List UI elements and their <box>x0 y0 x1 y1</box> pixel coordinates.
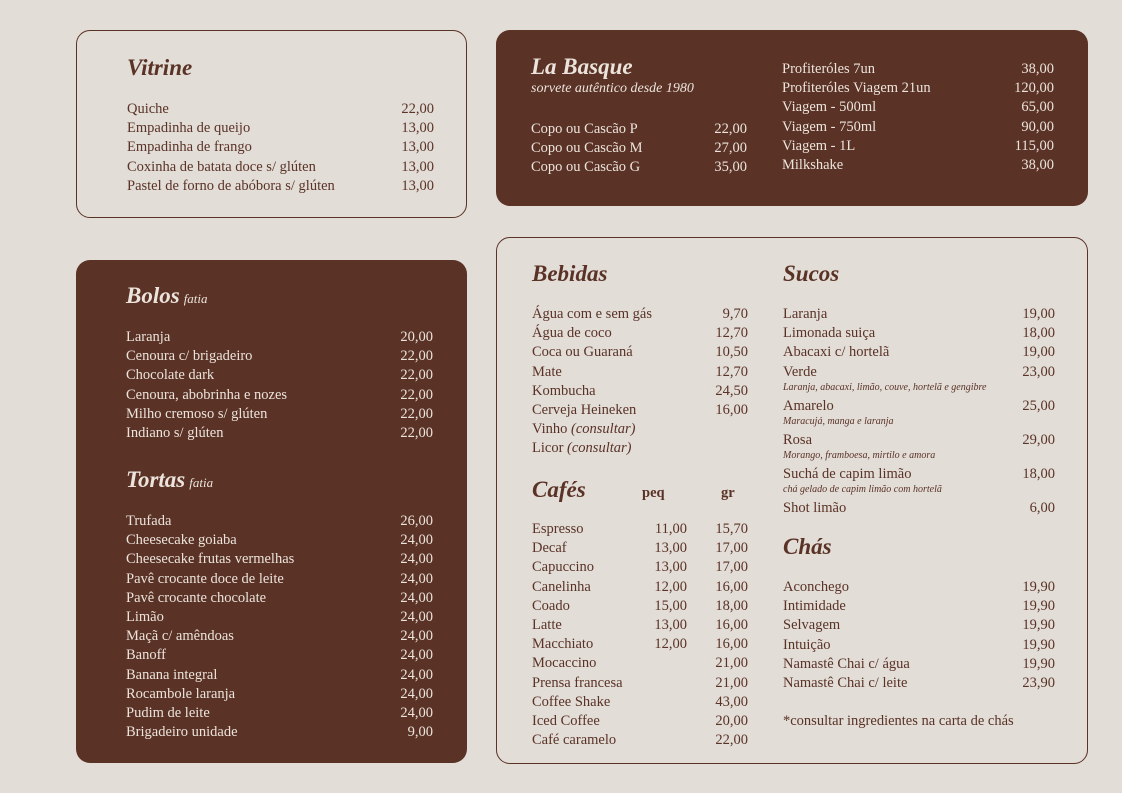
menu-item-name-text: Brigadeiro unidade <box>126 724 238 741</box>
menu-item-name-text: Pavê crocante doce de leite <box>126 570 284 587</box>
la-basque-left-list <box>531 120 747 178</box>
menu-item-price: 22,00 <box>400 348 433 365</box>
cafe-item-price-peq <box>632 693 687 712</box>
cafe-item-price-peq <box>632 712 687 731</box>
menu-item-price: 120,00 <box>1014 80 1054 97</box>
menu-item <box>126 666 433 685</box>
menu-item-name-text: Copo ou Cascão P <box>531 121 638 137</box>
cafe-item-name: Coado <box>532 597 570 614</box>
menu-item-name <box>126 386 287 405</box>
menu-item-name <box>783 397 834 416</box>
menu-item-name <box>532 401 636 420</box>
tortas-subtitle: fatia <box>189 475 214 490</box>
menu-item <box>126 405 433 424</box>
menu-item-price: 38,00 <box>1021 157 1054 174</box>
chas-title: Chás <box>783 534 832 559</box>
menu-item-name <box>783 674 907 693</box>
menu-item-name-text: Mate <box>532 363 562 380</box>
menu-item-price: 38,00 <box>1021 61 1054 77</box>
menu-item-price: 19,90 <box>1022 598 1055 615</box>
menu-item <box>532 382 748 401</box>
cafe-item <box>532 558 748 577</box>
cafe-item-price-gr: 16,00 <box>715 578 748 595</box>
menu-item-name <box>783 431 812 450</box>
menu-item-price: 22,00 <box>400 425 433 442</box>
menu-item-name <box>126 570 284 589</box>
la-basque-right-list <box>782 60 1054 175</box>
menu-item-price: 19,00 <box>1022 306 1055 322</box>
menu-item-name <box>126 405 267 424</box>
menu-item <box>126 328 433 347</box>
cafe-item <box>532 539 748 558</box>
menu-item <box>782 156 1054 175</box>
menu-item-name-text: Namastê Chai c/ leite <box>783 675 908 692</box>
menu-item-name-text: Intuição <box>783 636 831 653</box>
menu-item-name-text: Chocolate dark <box>126 367 215 384</box>
menu-item <box>532 324 748 343</box>
cafe-item-price-peq: 13,00 <box>654 559 687 576</box>
menu-item-name <box>532 324 612 343</box>
cafe-item <box>532 578 748 597</box>
menu-item <box>126 589 433 608</box>
cafe-item-price-gr: 16,00 <box>715 617 748 634</box>
menu-item <box>126 347 433 366</box>
menu-item <box>783 431 1055 450</box>
menu-item <box>783 363 1055 382</box>
cafe-item-name: Mocaccino <box>532 655 597 672</box>
menu-item-price: 23,90 <box>1022 675 1055 692</box>
menu-item-price: 26,00 <box>400 513 433 529</box>
menu-item-name-text: Laranja <box>783 306 828 322</box>
chas-list <box>783 578 1055 693</box>
cafe-item-name: Iced Coffee <box>532 713 600 730</box>
menu-item-price: 25,00 <box>1022 397 1055 414</box>
menu-item-price: 19,90 <box>1022 579 1055 595</box>
menu-item-name-text: Shot limão <box>783 500 847 517</box>
menu-item-name <box>126 646 166 665</box>
cafe-item <box>532 597 748 616</box>
menu-item <box>783 636 1055 655</box>
menu-item-name <box>126 424 223 443</box>
menu-item-name-text: Limonada suiça <box>783 325 876 342</box>
menu-item-name-text: Viagem - 500ml <box>782 99 877 116</box>
menu-item-name-text: Cheesecake frutas vermelhas <box>126 551 295 568</box>
menu-item <box>126 424 433 443</box>
cafe-item-price-peq: 12,00 <box>654 636 687 653</box>
menu-item-price: 19,90 <box>1022 617 1055 634</box>
menu-item <box>127 158 434 177</box>
menu-item-price: 24,00 <box>400 685 433 702</box>
menu-item <box>782 137 1054 156</box>
cafe-item-price-gr: 16,00 <box>715 636 748 653</box>
menu-item <box>532 305 748 324</box>
menu-item-name <box>126 512 171 531</box>
menu-item-name-text: Água com e sem gás <box>532 306 652 322</box>
bolos-list <box>126 328 433 443</box>
menu-item <box>126 570 433 589</box>
menu-item-name-text: Profiteróles 7un <box>782 61 876 77</box>
cafe-item-price-peq: 13,00 <box>654 617 687 634</box>
menu-item-name <box>127 138 252 157</box>
menu-item-name-text: Amarelo <box>783 397 834 414</box>
menu-item <box>783 674 1055 693</box>
menu-item-name-text: Pastel de forno de abóbora s/ glúten <box>127 177 335 194</box>
menu-item <box>127 100 434 119</box>
menu-item-price: 12,70 <box>715 363 748 380</box>
menu-item-price: 23,00 <box>1022 363 1055 380</box>
menu-item-price: 65,00 <box>1021 99 1054 116</box>
menu-item-price: 13,00 <box>401 158 434 175</box>
cafe-item-price-peq <box>632 731 687 750</box>
menu-item <box>783 343 1055 362</box>
menu-item-name <box>126 666 217 685</box>
menu-item-name-text: Selvagem <box>783 617 841 634</box>
menu-item-price: 27,00 <box>714 140 747 157</box>
menu-item-name <box>127 177 335 196</box>
menu-item-name <box>126 608 164 627</box>
menu-item-name <box>782 98 876 117</box>
menu-item-name <box>783 655 910 674</box>
cafes-list <box>532 520 748 750</box>
menu-item <box>126 550 433 569</box>
cafe-item-name: Capuccino <box>532 559 595 576</box>
cafes-col-gr: gr <box>721 485 735 501</box>
menu-item-name-text: Copo ou Cascão G <box>531 159 641 176</box>
menu-item-price: 24,00 <box>400 705 433 722</box>
cafe-item-price-peq: 15,00 <box>654 597 687 614</box>
menu-item-name-text: Limão <box>126 609 164 626</box>
menu-item-name <box>783 324 875 343</box>
menu-item-name-text: Pudim de leite <box>126 705 210 722</box>
menu-item <box>783 499 1055 518</box>
menu-item <box>126 685 433 704</box>
menu-item <box>783 465 1055 484</box>
menu-item <box>783 655 1055 674</box>
menu-item-name-text: Milkshake <box>782 157 844 174</box>
menu-item-name-text: Banana integral <box>126 666 218 683</box>
menu-item-price: 22,00 <box>401 101 434 117</box>
menu-item-name-text: Namastê Chai c/ água <box>783 655 910 672</box>
menu-item <box>532 420 748 439</box>
menu-item-description: Laranja, abacaxi, limão, couve, hortelã e gengibre <box>783 381 987 393</box>
menu-item-price: 13,00 <box>401 139 434 156</box>
menu-item-name <box>127 100 169 119</box>
menu-item-name-text: Copo ou Cascão M <box>531 140 643 157</box>
menu-item <box>783 616 1055 635</box>
menu-item-name <box>532 363 562 382</box>
cafe-item-price-peq: 12,00 <box>654 578 687 595</box>
cafe-item-price-peq <box>632 654 687 673</box>
menu-item <box>783 397 1055 416</box>
cafe-item-name: Canelinha <box>532 578 591 595</box>
menu-item-description: Morango, framboesa, mirtilo e amora <box>783 450 936 462</box>
bolos-tortas-panel <box>76 260 467 763</box>
cafe-item <box>532 731 748 750</box>
menu-item-name <box>783 636 831 655</box>
menu-item-name-text: Laranja <box>126 329 171 345</box>
menu-item-price: 24,00 <box>400 551 433 568</box>
cafe-item-price-gr: 43,00 <box>715 693 748 710</box>
sucos-title: Sucos <box>783 261 840 286</box>
menu-item <box>127 119 434 138</box>
menu-item-name-text: Intimidade <box>783 598 846 615</box>
tortas-title-text: Tortas <box>126 467 186 492</box>
menu-item-price: 35,00 <box>714 159 747 176</box>
la-basque-panel <box>496 30 1088 206</box>
menu-item <box>783 324 1055 343</box>
menu-item-name <box>532 343 633 362</box>
cafe-item-name: Prensa francesa <box>532 674 623 691</box>
menu-item-name <box>126 589 266 608</box>
tortas-title <box>126 467 213 493</box>
menu-item-price: 20,00 <box>400 329 433 345</box>
menu-item-price: 9,00 <box>407 724 433 741</box>
menu-item-name <box>782 118 876 137</box>
menu-item-name <box>126 347 252 366</box>
menu-item-price: 24,00 <box>400 532 433 549</box>
menu-item-name <box>783 343 889 362</box>
drinks-panel <box>496 237 1088 764</box>
menu-item-name-text: Kombucha <box>532 382 596 399</box>
menu-item-name-text: Empadinha de frango <box>127 139 252 156</box>
menu-item-price: 16,00 <box>715 402 748 419</box>
menu-item-name <box>532 420 635 439</box>
menu-item <box>531 158 747 177</box>
cafes-col-peq: peq <box>642 485 665 501</box>
menu-item <box>783 597 1055 616</box>
menu-item <box>783 578 1055 597</box>
cafe-item-price-gr: 15,70 <box>715 521 748 537</box>
cafe-item <box>532 654 748 673</box>
cafe-item-price-gr: 17,00 <box>715 559 748 576</box>
menu-item-name-text: Viagem - 1L <box>782 137 856 154</box>
menu-item <box>126 512 433 531</box>
menu-item-name <box>531 120 638 139</box>
menu-item-name <box>782 79 931 98</box>
menu-item <box>782 98 1054 117</box>
menu-item-name-text: Licor <box>532 440 564 457</box>
vitrine-panel <box>76 30 467 218</box>
menu-item-name-text: Viagem - 750ml <box>782 118 877 135</box>
menu-item-name <box>532 439 631 458</box>
menu-item-note: (consultar) <box>571 421 636 438</box>
menu-item <box>126 531 433 550</box>
menu-item-name <box>531 139 643 158</box>
menu-item-name-text: Quiche <box>127 101 169 117</box>
menu-item-price: 24,00 <box>400 589 433 606</box>
menu-item-price: 22,00 <box>400 386 433 403</box>
menu-item <box>126 366 433 385</box>
menu-item-name-text: Maçã c/ amêndoas <box>126 628 234 645</box>
cafe-item-price-gr: 21,00 <box>715 655 748 672</box>
la-basque-title: La Basque <box>531 54 633 79</box>
menu-item-name <box>126 723 238 742</box>
menu-item-price: 90,00 <box>1021 118 1054 135</box>
bolos-title-text: Bolos <box>126 283 180 308</box>
menu-item-price: 12,70 <box>715 325 748 342</box>
menu-item-name-text: Pavê crocante chocolate <box>126 589 267 606</box>
menu-item <box>782 79 1054 98</box>
menu-item-price: 24,00 <box>400 628 433 645</box>
cafe-item <box>532 674 748 693</box>
cafes-title: Cafés <box>532 477 586 502</box>
menu-item <box>531 139 747 158</box>
menu-item <box>126 627 433 646</box>
menu-item-name-text: Trufada <box>126 513 172 529</box>
menu-item <box>126 608 433 627</box>
menu-item-name-text: Rosa <box>783 432 812 449</box>
menu-item-name-text: Milho cremoso s/ glúten <box>126 405 268 422</box>
menu-item-name <box>782 156 843 175</box>
menu-item-name <box>783 465 911 484</box>
menu-item-price: 6,00 <box>1029 500 1055 517</box>
cafe-item-price-gr: 18,00 <box>715 597 748 614</box>
menu-item-price: 22,00 <box>400 367 433 384</box>
tortas-list <box>126 512 433 742</box>
bebidas-title: Bebidas <box>532 261 608 286</box>
menu-item-name <box>782 60 875 79</box>
menu-item <box>782 118 1054 137</box>
menu-item-name <box>783 499 846 518</box>
menu-item-price: 13,00 <box>401 120 434 137</box>
menu-item-name-text: Banoff <box>126 647 167 664</box>
menu-item-name-text: Rocambole laranja <box>126 685 236 702</box>
menu-item-price: 13,00 <box>401 177 434 194</box>
menu-item-name <box>126 531 237 550</box>
menu-item-price: 9,70 <box>722 306 748 322</box>
menu-item-name-text: Cenoura c/ brigadeiro <box>126 348 253 365</box>
menu-item-name-text: Cenoura, abobrinha e nozes <box>126 386 288 403</box>
menu-item-name-text: Empadinha de queijo <box>127 120 251 137</box>
menu-item-name <box>126 704 210 723</box>
menu-item-name <box>126 627 234 646</box>
menu-item-name <box>532 305 652 324</box>
menu-item-price: 29,00 <box>1022 432 1055 449</box>
menu-item-name <box>127 119 250 138</box>
cafe-item <box>532 635 748 654</box>
menu-item-name <box>126 685 235 704</box>
menu-item <box>532 401 748 420</box>
cafe-item-price-gr: 17,00 <box>715 540 748 557</box>
cafe-item-price-peq: 13,00 <box>654 540 687 557</box>
menu-item-price: 10,50 <box>715 344 748 361</box>
menu-item-price: 24,00 <box>400 647 433 664</box>
menu-item-name <box>783 616 840 635</box>
menu-item-name <box>782 137 855 156</box>
menu-item-name <box>783 597 846 616</box>
menu-item-description: Maracujá, manga e laranja <box>783 416 894 428</box>
cafe-item-name: Latte <box>532 617 562 634</box>
menu-item-name-text: Água de coco <box>532 325 612 342</box>
menu-item <box>531 120 747 139</box>
menu-item-name-text: Abacaxi c/ hortelã <box>783 344 890 361</box>
menu-item-name-text: Suchá de capim limão <box>783 466 912 483</box>
menu-item-price: 24,00 <box>400 570 433 587</box>
bolos-title <box>126 283 208 309</box>
cafe-item <box>532 520 748 539</box>
menu-item-name <box>126 328 170 347</box>
menu-item-name-text: Coxinha de batata doce s/ glúten <box>127 158 316 175</box>
menu-item-name <box>783 363 817 382</box>
cafe-item-price-gr: 21,00 <box>715 674 748 691</box>
menu-item-price: 18,00 <box>1022 466 1055 483</box>
menu-item <box>127 177 434 196</box>
cafe-item-price-gr: 20,00 <box>715 713 748 730</box>
cafe-item-price-peq: 11,00 <box>654 521 687 537</box>
cafe-item <box>532 616 748 635</box>
menu-item-name-text: Aconchego <box>783 579 850 595</box>
cafe-item-name: Decaf <box>532 540 567 557</box>
menu-item-name-text: Verde <box>783 363 817 380</box>
menu-item-price: 22,00 <box>714 121 747 137</box>
menu-item-price: 24,00 <box>400 666 433 683</box>
menu-item-description: chá gelado de capim limão com hortelã <box>783 484 942 496</box>
cafe-item <box>532 693 748 712</box>
menu-item-price: 18,00 <box>1022 325 1055 342</box>
menu-item <box>783 305 1055 324</box>
menu-item-name-text: Cerveja Heineken <box>532 402 637 419</box>
menu-item <box>532 343 748 362</box>
menu-item-price: 19,90 <box>1022 655 1055 672</box>
cafe-item-name: Macchiato <box>532 636 594 653</box>
menu-item <box>126 704 433 723</box>
menu-item-price: 19,00 <box>1022 344 1055 361</box>
menu-item-name <box>783 578 849 597</box>
cafe-item-name: Espresso <box>532 521 584 537</box>
menu-item-note: (consultar) <box>567 440 632 457</box>
menu-item-name-text: Coca ou Guaraná <box>532 344 633 361</box>
sucos-list <box>783 305 1055 519</box>
cafe-item <box>532 712 748 731</box>
chas-footer-note: *consultar ingredientes na carta de chás <box>783 713 1014 729</box>
menu-item-name-text: Vinho <box>532 421 568 438</box>
cafe-item-price-peq <box>632 674 687 693</box>
menu-item <box>126 386 433 405</box>
menu-item-name-text: Profiteróles Viagem 21un <box>782 80 931 97</box>
menu-item-name <box>531 158 640 177</box>
bolos-subtitle: fatia <box>183 291 208 306</box>
bebidas-list <box>532 305 748 459</box>
menu-item <box>126 723 433 742</box>
menu-item-name-text: Indiano s/ glúten <box>126 425 224 442</box>
menu-item-name <box>127 158 316 177</box>
menu-item <box>782 60 1054 79</box>
menu-item-price: 24,00 <box>400 609 433 626</box>
cafe-item-name: Café caramelo <box>532 732 617 749</box>
vitrine-title: Vitrine <box>127 55 193 80</box>
cafe-item-price-gr: 22,00 <box>715 732 748 749</box>
vitrine-list <box>127 100 434 196</box>
menu-item <box>532 439 748 458</box>
menu-item-price: 22,00 <box>400 405 433 422</box>
menu-item-name <box>783 305 827 324</box>
menu-item-name <box>126 366 214 385</box>
menu-item <box>126 646 433 665</box>
menu-item-name <box>532 382 596 401</box>
menu-item-name-text: Cheesecake goiaba <box>126 532 237 549</box>
menu-item-price: 19,90 <box>1022 636 1055 653</box>
menu-item-price: 115,00 <box>1014 137 1054 154</box>
menu-item-name <box>126 550 294 569</box>
cafe-item-name: Coffee Shake <box>532 693 611 710</box>
menu-item <box>532 363 748 382</box>
menu-item <box>127 138 434 157</box>
la-basque-tagline: sorvete autêntico desde 1980 <box>531 81 694 96</box>
menu-item-price: 24,50 <box>715 382 748 399</box>
